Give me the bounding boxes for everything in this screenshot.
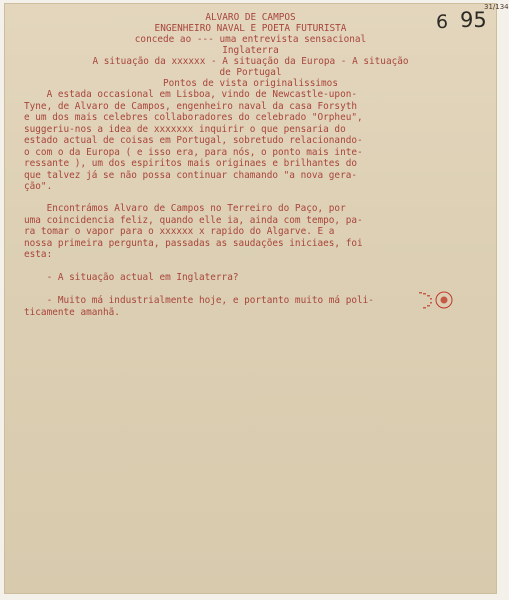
- interview-question: - A situação actual em Inglaterra?: [24, 272, 239, 283]
- header-line-author: ALVARO DE CAMPOS: [205, 12, 296, 23]
- handwritten-folio-number: 95: [460, 8, 487, 32]
- header-line-country: Inglaterra: [222, 45, 279, 56]
- handwritten-page-number: 6: [436, 11, 449, 33]
- interview-answer-line: - Muito má industrialmente hoje, e portanto muito má poli-: [24, 295, 374, 306]
- header-line-topics-cont: de Portugal: [219, 67, 282, 78]
- catalog-mark: 31/134: [484, 3, 509, 11]
- intro-line: A estada occasional em Lisboa, vindo de Newcastle-upon-: [24, 89, 358, 100]
- typescript-page: [4, 3, 509, 594]
- intro-line: Tyne, de Alvaro de Campos, engenheiro naval da casa Forsyth: [24, 100, 358, 112]
- meeting-line: nossa primeira pergunta, passadas as saudações iniciaes, foi: [24, 237, 363, 249]
- header-line-subtitle: ENGENHEIRO NAVAL E POETA FUTURISTA: [154, 23, 347, 34]
- header-line-topics: A situação da xxxxxx - A situação da Europa - A situação: [92, 56, 409, 67]
- header-line-viewpoints: Pontos de vista originalissimos: [163, 78, 338, 89]
- meeting-line: uma coincidencia feliz, quando elle ia, ainda com tempo, pa-: [24, 214, 363, 226]
- intro-line: estado actual de coisas em Portugal, sobretudo relacionando-: [24, 135, 363, 146]
- meeting-line: esta:: [24, 249, 53, 260]
- intro-line: o com o da Europa ( e isso era, para nós, o ponto mais inte-: [24, 146, 363, 158]
- intro-line: e um dos mais celebres collaboradores do celebrado "Orpheu",: [24, 112, 363, 123]
- intro-line: que talvez já se não possa continuar chamando "a nova gera-: [24, 169, 358, 181]
- intro-line: ção".: [24, 181, 53, 192]
- meeting-line: ra tomar o vapor para o xxxxxx x rapido do Algarve. E a: [24, 226, 335, 237]
- intro-line: ressante ), um dos espiritos mais originaes e brilhantes do: [24, 158, 358, 169]
- intro-line: suggeriu-nos a idea de xxxxxxx inquirir o que pensaria do: [24, 123, 346, 135]
- header-line-interview: concede ao --- uma entrevista sensacional: [134, 34, 367, 45]
- interview-answer-line: ticamente amanhã.: [24, 306, 120, 318]
- meeting-line: Encontrámos Alvaro de Campos no Terreiro do Paço, por: [24, 203, 346, 214]
- library-stamp: [417, 288, 455, 312]
